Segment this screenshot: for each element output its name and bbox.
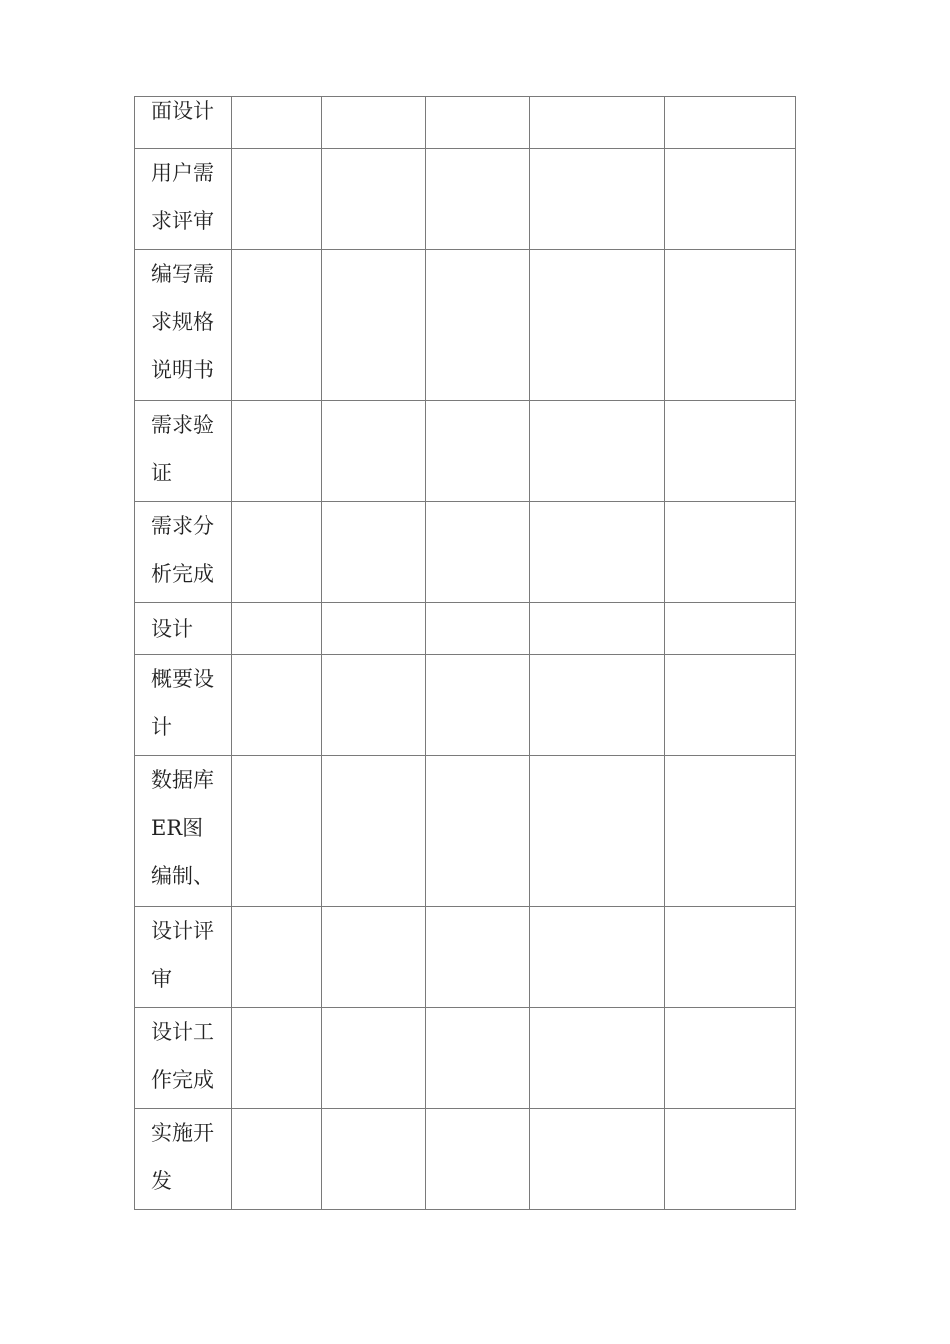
empty-cell: [530, 502, 665, 603]
empty-cell: [232, 401, 322, 502]
task-cell: [135, 97, 232, 149]
empty-cell: [665, 97, 796, 149]
empty-cell: [232, 97, 322, 149]
task-label: 设计: [151, 617, 193, 641]
empty-cell: [322, 907, 426, 1008]
table-row: [135, 603, 796, 655]
empty-cell: [426, 907, 530, 1008]
empty-cell: [322, 655, 426, 756]
empty-cell: [665, 655, 796, 756]
task-label: 数据库ER图编制、: [151, 768, 214, 888]
task-cell: [135, 1109, 232, 1210]
task-label: 设计工作完成: [151, 1020, 214, 1092]
task-label: 设计评审: [151, 919, 214, 991]
empty-cell: [232, 1008, 322, 1109]
empty-cell: [665, 401, 796, 502]
table-row: [135, 502, 796, 603]
task-cell: [135, 149, 232, 250]
empty-cell: [426, 401, 530, 502]
table-row: [135, 250, 796, 401]
task-label: 实施开发: [151, 1121, 214, 1193]
task-cell: [135, 907, 232, 1008]
table-row: [135, 655, 796, 756]
empty-cell: [530, 1008, 665, 1109]
empty-cell: [322, 149, 426, 250]
empty-cell: [530, 149, 665, 250]
empty-cell: [530, 250, 665, 401]
empty-cell: [232, 655, 322, 756]
empty-cell: [665, 149, 796, 250]
empty-cell: [530, 97, 665, 149]
empty-cell: [530, 907, 665, 1008]
table-row: [135, 1109, 796, 1210]
empty-cell: [426, 250, 530, 401]
empty-cell: [232, 149, 322, 250]
empty-cell: [426, 1109, 530, 1210]
task-cell: [135, 756, 232, 907]
empty-cell: [426, 1008, 530, 1109]
empty-cell: [322, 603, 426, 655]
table-row: [135, 1008, 796, 1109]
empty-cell: [232, 250, 322, 401]
empty-cell: [530, 603, 665, 655]
empty-cell: [665, 1008, 796, 1109]
task-cell: [135, 655, 232, 756]
empty-cell: [322, 97, 426, 149]
empty-cell: [322, 1008, 426, 1109]
table-row: [135, 756, 796, 907]
empty-cell: [322, 756, 426, 907]
task-cell: [135, 1008, 232, 1109]
empty-cell: [530, 756, 665, 907]
empty-cell: [426, 149, 530, 250]
task-label: 概要设计: [151, 667, 214, 739]
empty-cell: [665, 250, 796, 401]
empty-cell: [232, 603, 322, 655]
table-row: [135, 97, 796, 149]
task-cell: [135, 603, 232, 655]
empty-cell: [232, 907, 322, 1008]
empty-cell: [426, 756, 530, 907]
empty-cell: [665, 1109, 796, 1210]
empty-cell: [530, 401, 665, 502]
empty-cell: [426, 97, 530, 149]
empty-cell: [665, 603, 796, 655]
empty-cell: [665, 756, 796, 907]
empty-cell: [426, 603, 530, 655]
empty-cell: [232, 756, 322, 907]
empty-cell: [322, 401, 426, 502]
empty-cell: [322, 502, 426, 603]
task-cell: [135, 401, 232, 502]
task-label: 需求验证: [151, 413, 214, 485]
empty-cell: [322, 250, 426, 401]
task-label: 需求分析完成: [151, 514, 214, 586]
empty-cell: [232, 1109, 322, 1210]
table-row: [135, 401, 796, 502]
empty-cell: [530, 1109, 665, 1210]
task-label: 面设计: [151, 99, 214, 123]
empty-cell: [426, 502, 530, 603]
schedule-table: [134, 96, 796, 1210]
empty-cell: [232, 502, 322, 603]
task-cell: [135, 502, 232, 603]
task-label: 编写需求规格说明书: [151, 262, 214, 382]
empty-cell: [426, 655, 530, 756]
table-row: [135, 149, 796, 250]
empty-cell: [665, 502, 796, 603]
empty-cell: [322, 1109, 426, 1210]
empty-cell: [665, 907, 796, 1008]
task-label: 用户需求评审: [151, 161, 214, 233]
task-cell: [135, 250, 232, 401]
empty-cell: [530, 655, 665, 756]
table-row: [135, 907, 796, 1008]
